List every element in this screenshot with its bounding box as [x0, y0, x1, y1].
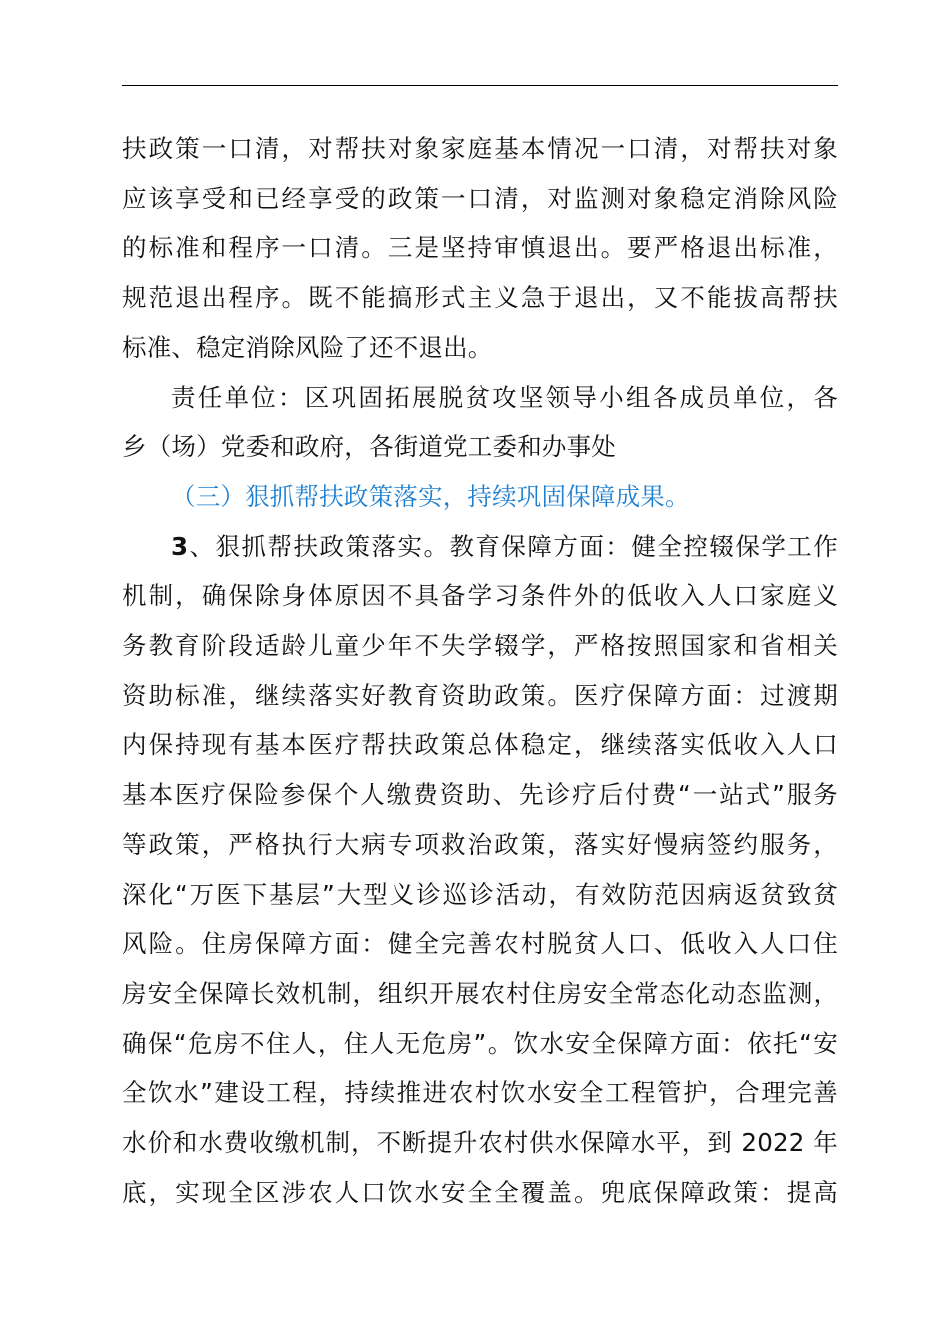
text-line: 等政策，严格执行大病专项救治政策，落实好慢病签约服务， — [122, 829, 838, 859]
text-line: 责任单位：区巩固拓展脱贫攻坚领导小组各成员单位，各 — [171, 382, 838, 412]
text-line: 资助标准，继续落实好教育资助政策。医疗保障方面：过渡期 — [122, 680, 838, 710]
text-line: 风险。住房保障方面：健全完善农村脱贫人口、低收入人口住 — [122, 929, 838, 959]
text-line: 水价和水费收缴机制，不断提升农村供水保障水平，到 2022 年 — [122, 1128, 838, 1158]
paragraph-1 — [122, 124, 838, 373]
text-line: 内保持现有基本医疗帮扶政策总体稳定，继续落实低收入人口 — [122, 730, 838, 760]
text-line: 规范退出程序。既不能搞形式主义急于退出，又不能拔高帮扶 — [122, 283, 838, 313]
text-line: 的标准和程序一口清。三是坚持审慎退出。要严格退出标准， — [122, 233, 838, 263]
text-line: 确保“危房不住人，住人无危房”。饮水安全保障方面：依托“安 — [122, 1028, 838, 1058]
section-heading-3 — [122, 472, 838, 522]
text-line — [122, 522, 838, 572]
text-line: 乡（场）党委和政府，各街道党工委和办事处 — [122, 432, 616, 462]
text-line: 应该享受和已经享受的政策一口清，对监测对象稳定消除风险 — [122, 183, 838, 213]
paragraph-3 — [122, 522, 838, 1218]
paragraph-responsibility — [122, 373, 838, 472]
item-number: 3 — [171, 531, 189, 561]
text-line: 房安全保障长效机制，组织开展农村住房安全常态化动态监测， — [122, 978, 838, 1008]
section-heading-text: （三）狠抓帮扶政策落实，持续巩固保障成果。 — [171, 481, 690, 511]
text-line: 标准、稳定消除风险了还不退出。 — [122, 332, 493, 362]
text-line: 深化“万医下基层”大型义诊巡诊活动，有效防范因病返贫致贫 — [122, 879, 838, 909]
text-line: 全饮水”建设工程，持续推进农村饮水安全工程管护，合理完善 — [122, 1078, 838, 1108]
text-line: 机制，确保除身体原因不具备学习条件外的低收入人口家庭义 — [122, 581, 838, 611]
text-line: 扶政策一口清，对帮扶对象家庭基本情况一口清，对帮扶对象 — [122, 134, 838, 163]
text-line: 务教育阶段适龄儿童少年不失学辍学，严格按照国家和省相关 — [122, 631, 838, 661]
text-line: 底，实现全区涉农人口饮水安全全覆盖。兜底保障政策：提高 — [122, 1177, 838, 1207]
text-run: 、狠抓帮扶政策落实。教育保障方面：健全控辍保学工作 — [188, 531, 838, 561]
text-line: 基本医疗保险参保个人缴费资助、先诊疗后付费“一站式”服务 — [122, 780, 838, 810]
document-body — [122, 124, 838, 1217]
header-rule — [122, 85, 838, 86]
